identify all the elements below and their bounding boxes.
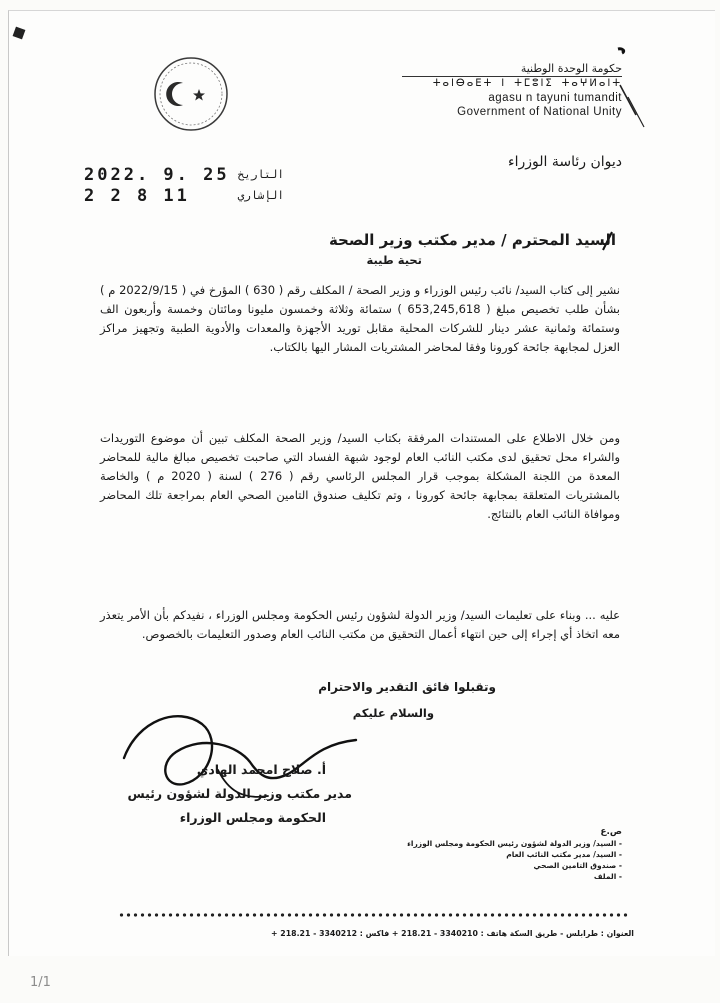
- greeting: تحية طيبة: [366, 253, 422, 267]
- signatory-block: [127, 758, 352, 830]
- reference-number-row: [84, 185, 284, 206]
- copy-recipient-2: - السيد/ مدير مكتب النائب العام: [506, 850, 622, 859]
- copies-heading: ص.ع: [600, 827, 622, 837]
- government-amazigh-name: agasu n tayuni tumandit: [488, 92, 622, 104]
- paragraph-conclusion: عليه ... وبناء على تعليمات السيد/ وزير الدولة لشؤون رئيس الحكومة ومجلس الوزراء ، نفيدكم بأن الأمر يتعذر معه اتخاذ أي إجراء إلى حين انتهاء أعمال التحقيق من مكتب النائب العام وصدور التعليمات بالخصوص.: [100, 608, 620, 641]
- reference-box: [84, 164, 284, 206]
- copy-recipient-3: - صندوق التامين الصحي: [533, 861, 622, 870]
- libya-emblem-icon: [152, 55, 230, 133]
- reference-date: 2022. 9. 25: [84, 164, 230, 185]
- handwritten-mark-icon: [600, 45, 700, 155]
- page-number: 1/1: [30, 975, 51, 990]
- government-letterhead: [402, 62, 622, 119]
- government-english-name: Government of National Unity: [457, 106, 622, 118]
- government-arabic-name: حكومة الوحدة الوطنية: [402, 62, 622, 77]
- reference-date-row: [84, 164, 284, 185]
- paragraph-investigation: ومن خلال الاطلاع على المستندات المرفقة بكتاب السيد/ وزير الصحة المكلف تبين أن موضوع التوريدات والشراء محل تحقيق لدى مكتب النائب العام لوجود شبهة الفساد التي صاحبت تخصيص مبالغ مالية للمحاضر المعدة من اللجنة المشكلة بموجب قرار المجلس الرئاسي رقم ( 276 ) لسنة ( 2020 م ) والخاصة بالمشتريات المتعلقة بمجابهة جائحة كورونا ، وتم تكليف صندوق التامين الصحي العام بمراجعة تلك المحاضر وموافاة النائب العام بالنتائج.: [100, 431, 621, 521]
- government-tifinagh-name: ⵜⴰⵏⴱⴰⴹⵜ ⵏ ⵜⵎⵓⵏⵉ ⵜⴰⵖⵍⴰⵏⵜ: [432, 78, 622, 89]
- reference-date-label: التاريخ: [237, 168, 284, 181]
- reference-number: 2 2 8 11: [84, 185, 190, 206]
- copies-list: [390, 826, 622, 882]
- footer-address: العنوان : طرابلس - طريق السكة هاتف : 3340210 - 218.21 + فاكس : 3340212 - 218.21 +: [271, 929, 634, 938]
- salutation: السيد المحترم / مدير مكتب وزير الصحة: [328, 231, 616, 249]
- peace-line: والسلام عليكم: [352, 706, 434, 720]
- signatory-title-2: الحكومة ومجلس الوزراء: [179, 810, 326, 825]
- closing-line: وتقبلوا فائق التقدير والاحترام: [318, 680, 496, 694]
- reference-number-label: الإشاري: [237, 189, 284, 202]
- signatory-title-1: مدير مكتب وزير الدولة لشؤون رئيس: [127, 786, 352, 801]
- copy-recipient-4: - الملف: [593, 872, 622, 881]
- paragraph-request: نشير إلى كتاب السيد/ نائب رئيس الوزراء و وزير الصحة / المكلف رقم ( 630 ) المؤرخ في ( 2022/9/15 م ) بشأن طلب تخصيص مبلغ ( 653,245,618 ) ستمائة وثلاثة وخمسون مليونا ومائتان وخمسة وأربعون الف وستمائة وثمانية عشر دينار للشركات المحلية مقابل توريد الأجهزة والمعدات والأدوية الطبية وتجهيز مراكز العزل لمجابهة جائحة كورونا وفقا لمحاضر المشتريات المشار اليها بالكتاب.: [100, 283, 620, 354]
- copy-recipient-1: - السيد/ وزير الدولة لشؤون رئيس الحكومة ومجلس الوزراء: [407, 839, 622, 848]
- signatory-name: أ. صلاح امحمد الهادي: [196, 762, 326, 777]
- footer-dotted-rule: [118, 912, 630, 918]
- office-name: ديوان رئاسة الوزراء: [508, 154, 622, 170]
